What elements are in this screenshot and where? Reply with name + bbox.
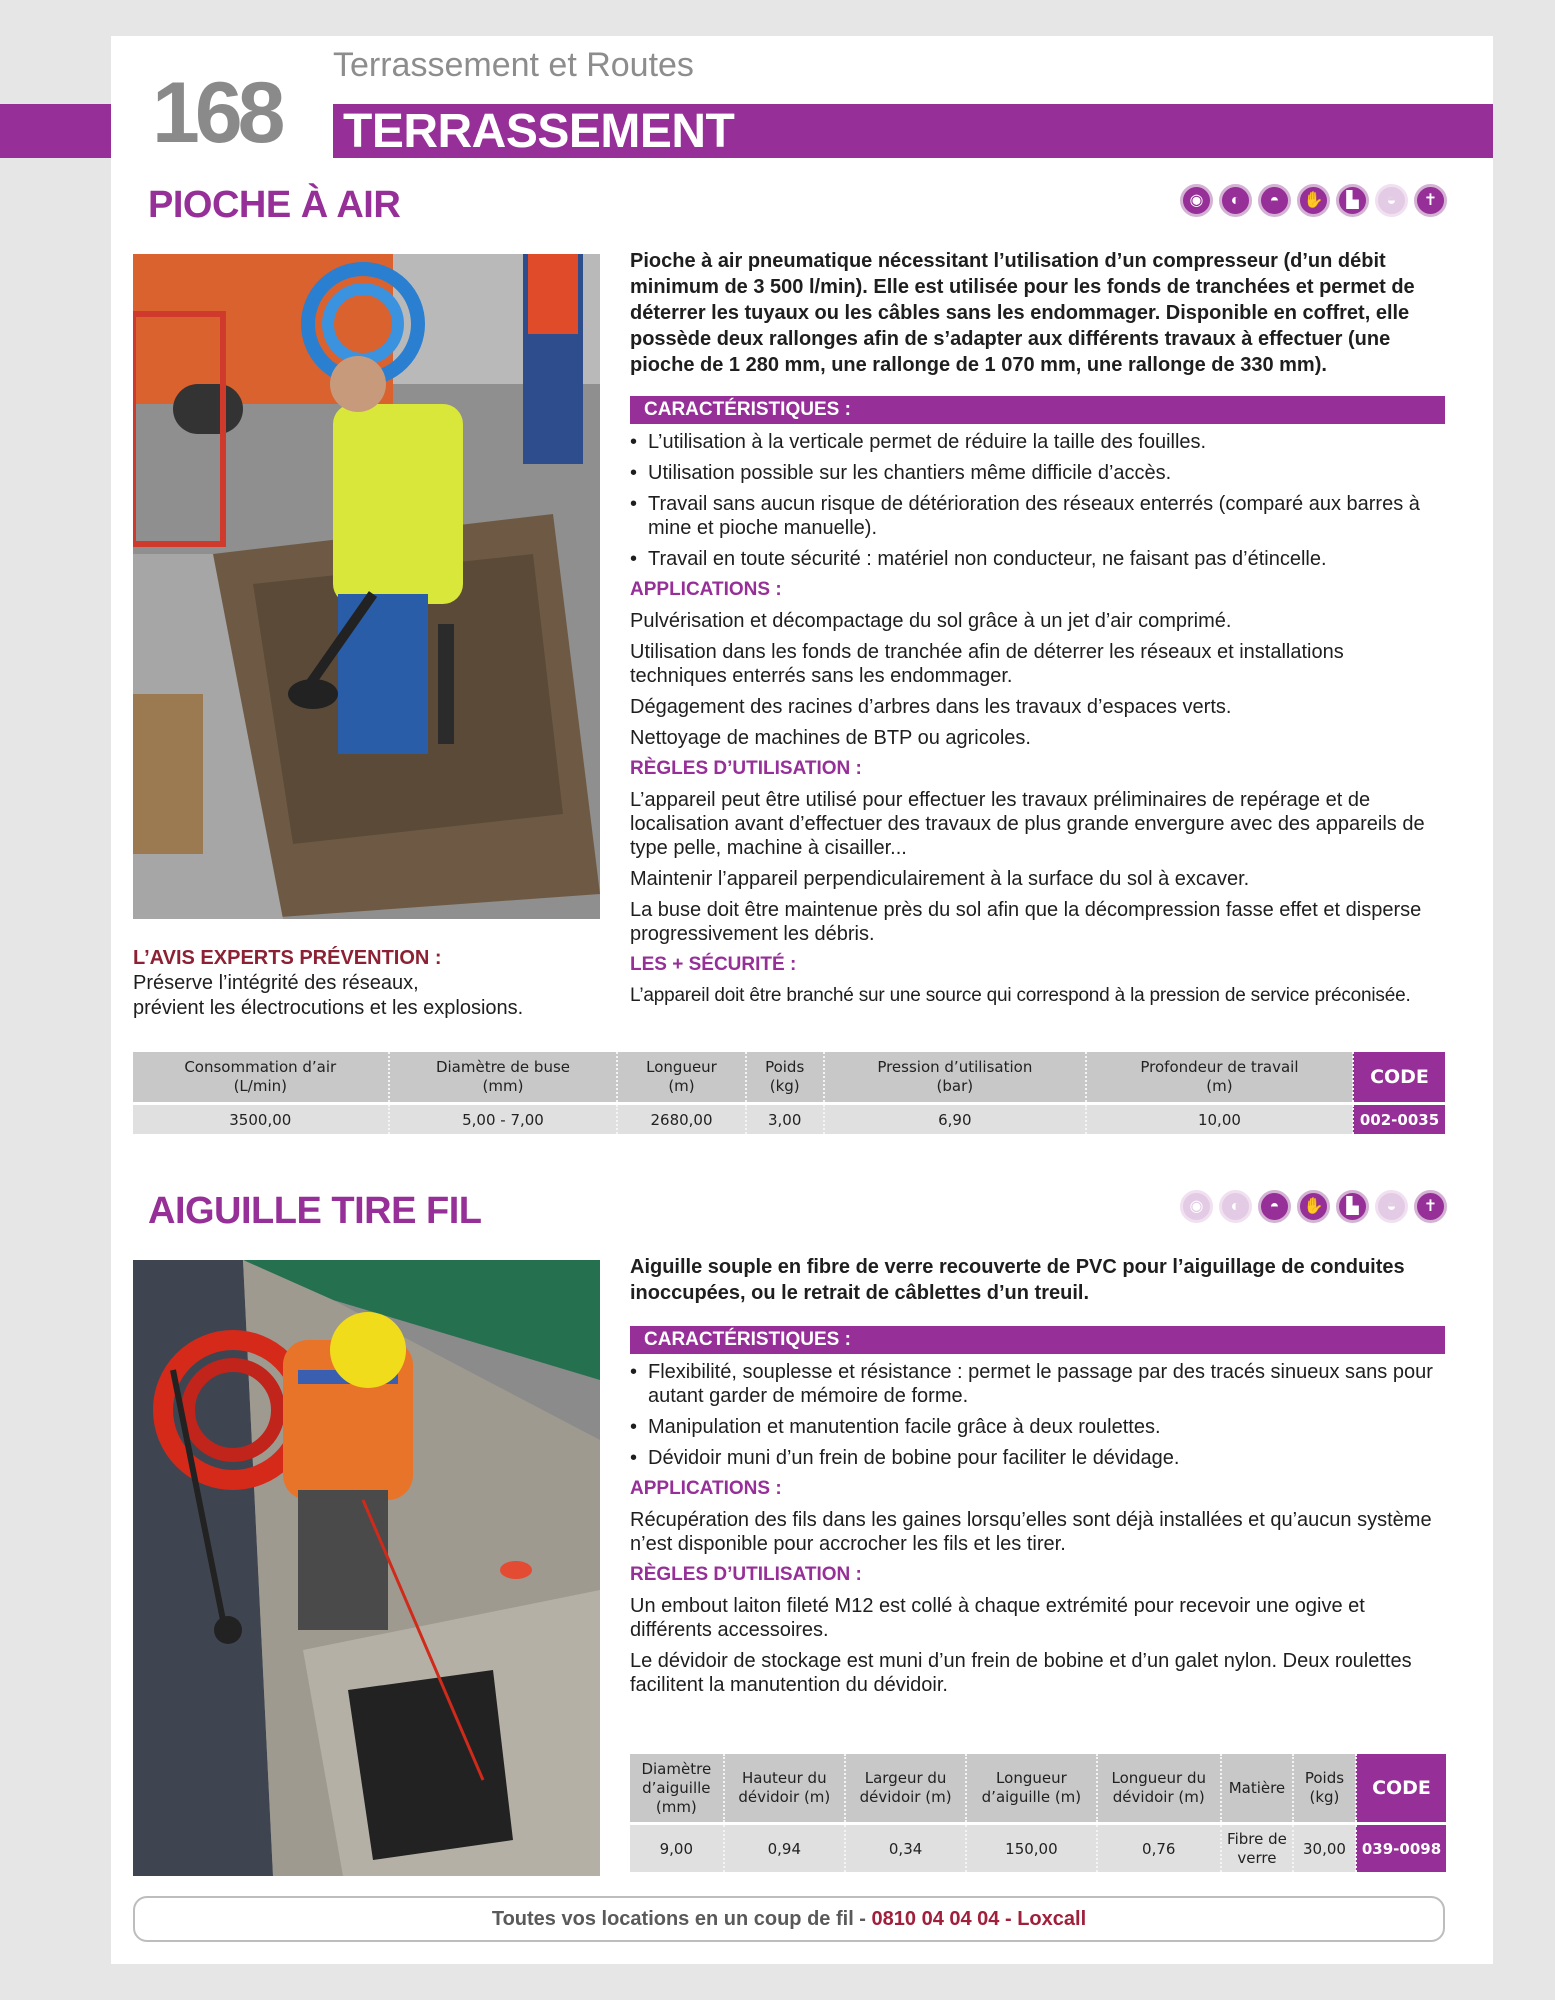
list-item: • Flexibilité, souplesse et résistance : permet le passage par des tracés sinueux sans pour autant garder de mémoire de forme. xyxy=(630,1360,1445,1408)
table-cell: 2680,00 xyxy=(617,1104,745,1134)
footer-phone: 0810 04 04 04 - Loxcall xyxy=(871,1908,1087,1930)
list-item: Utilisation dans les fonds de tranchée afin de déterrer les réseaux et installations techniques enterrés sans les endommager. xyxy=(630,641,1344,687)
ear-protection-icon: ◐ xyxy=(1219,1190,1252,1223)
gloves-icon: ✋ xyxy=(1297,184,1330,217)
mask-icon: ◒ xyxy=(1375,1190,1408,1223)
helmet-icon: ◓ xyxy=(1258,1190,1291,1223)
footer-banner xyxy=(133,1896,1445,1942)
ear-protection-icon: ◐ xyxy=(1219,184,1252,217)
column-header: Profondeur de travail (m) xyxy=(1086,1052,1353,1104)
safety-heading: LES + SÉCURITÉ : xyxy=(630,954,797,975)
code-header: CODE xyxy=(1353,1052,1445,1104)
footer-text: Toutes vos locations en un coup de fil - xyxy=(491,1908,872,1930)
goggles-icon: ◉ xyxy=(1180,1190,1213,1223)
expert-text-line: prévient les électrocutions et les explosions. xyxy=(133,997,524,1019)
column-header: Longueur du dévidoir (m) xyxy=(1097,1754,1221,1824)
ppe-icons-row xyxy=(1180,184,1447,217)
applications-heading: APPLICATIONS : xyxy=(630,579,782,600)
column-header: Poids (kg) xyxy=(1293,1754,1356,1824)
applications-heading: APPLICATIONS : xyxy=(630,1478,782,1499)
product-details xyxy=(630,396,1445,1015)
list-item: Un embout laiton fileté M12 est collé à chaque extrémité pour recevoir une ogive et différents accessoires. xyxy=(630,1595,1365,1641)
table-cell: Fibre de verre xyxy=(1221,1824,1293,1872)
coverall-icon: ✝ xyxy=(1414,184,1447,217)
product-description: Aiguille souple en fibre de verre recouverte de PVC pour l’aiguillage de conduites inoccupées, ou le retrait de câblettes d’un treuil. xyxy=(630,1256,1405,1304)
product-code: 039-0098 xyxy=(1356,1824,1446,1872)
column-header: Poids (kg) xyxy=(746,1052,824,1104)
helmet-icon: ◓ xyxy=(1258,184,1291,217)
table-cell: 6,90 xyxy=(824,1104,1086,1134)
list-item: Nettoyage de machines de BTP ou agricoles. xyxy=(630,727,1031,749)
column-header: Hauteur du dévidoir (m) xyxy=(724,1754,845,1824)
column-header: Matière xyxy=(1221,1754,1293,1824)
list-item: Pulvérisation et décompactage du sol grâce à un jet d’air comprimé. xyxy=(630,610,1232,632)
table-cell: 3500,00 xyxy=(133,1104,389,1134)
list-item: • Manipulation et manutention facile grâce à deux roulettes. xyxy=(630,1415,1445,1439)
table-cell: 150,00 xyxy=(966,1824,1096,1872)
goggles-icon: ◉ xyxy=(1180,184,1213,217)
rules-heading: RÈGLES D’UTILISATION : xyxy=(630,758,862,779)
table-cell: 3,00 xyxy=(746,1104,824,1134)
spec-table-pioche xyxy=(133,1052,1445,1134)
column-header: Consommation d’air (L/min) xyxy=(133,1052,389,1104)
column-header: Largeur du dévidoir (m) xyxy=(845,1754,966,1824)
safety-boots-icon: ▙ xyxy=(1336,184,1369,217)
column-header: Longueur (m) xyxy=(617,1052,745,1104)
product-title-aiguille: AIGUILLE TIRE FIL xyxy=(148,1190,482,1232)
table-cell: 5,00 - 7,00 xyxy=(389,1104,618,1134)
table-cell: 0,76 xyxy=(1097,1824,1221,1872)
list-item: La buse doit être maintenue près du sol afin que la décompression fasse effet et disperse progressivement les débris. xyxy=(630,899,1422,945)
product-photo-aiguille xyxy=(133,1260,600,1876)
product-code: 002-0035 xyxy=(1353,1104,1445,1134)
product-title-pioche: PIOCHE À AIR xyxy=(148,184,401,226)
coverall-icon: ✝ xyxy=(1414,1190,1447,1223)
gloves-icon: ✋ xyxy=(1297,1190,1330,1223)
rules-heading: RÈGLES D’UTILISATION : xyxy=(630,1564,862,1585)
list-item: • Dévidoir muni d’un frein de bobine pour faciliter le dévidage. xyxy=(630,1446,1445,1470)
expert-text-line: Préserve l’intégrité des réseaux, xyxy=(133,972,419,994)
table-cell: 0,34 xyxy=(845,1824,966,1872)
mask-icon: ◒ xyxy=(1375,184,1408,217)
left-color-band xyxy=(0,104,111,158)
safety-boots-icon: ▙ xyxy=(1336,1190,1369,1223)
page-number: 168 xyxy=(152,65,281,161)
column-header: Longueur d’aiguille (m) xyxy=(966,1754,1096,1824)
expert-title: L’AVIS EXPERTS PRÉVENTION : xyxy=(133,947,442,969)
table-cell: 9,00 xyxy=(630,1824,724,1872)
list-item: Maintenir l’appareil perpendiculairement à la surface du sol à excaver. xyxy=(630,868,1250,890)
ppe-icons-row xyxy=(1180,1190,1447,1223)
product-description: Pioche à air pneumatique nécessitant l’utilisation d’un compresseur (d’un débit minimum de 3 500 l/min). Elle est utilisée pour les fonds de tranchées et permet de déterrer les tuyaux ou les câbles sans les endommager. Disponible en coffret, elle possède deux rallonges afin de s’adapter aux différents travaux à effectuer (une pioche de 1 280 mm, une rallonge de 1 070 mm, une rallonge de 330 mm). xyxy=(630,250,1415,376)
column-header: Diamètre de buse (mm) xyxy=(389,1052,618,1104)
list-item: Dégagement des racines d’arbres dans les travaux d’espaces verts. xyxy=(630,696,1232,718)
section-subtitle: Terrassement et Routes xyxy=(333,46,694,84)
table-cell: 10,00 xyxy=(1086,1104,1353,1134)
list-item: • L’utilisation à la verticale permet de réduire la taille des fouilles. xyxy=(630,430,1445,454)
list-item: • Travail sans aucun risque de détérioration des réseaux enterrés (comparé aux barres à mine et pioche manuelle). xyxy=(630,492,1445,540)
safety-text: L’appareil doit être branché sur une source qui correspond à la pression de service préconisée. xyxy=(630,985,1411,1006)
column-header: Pression d’utilisation (bar) xyxy=(824,1052,1086,1104)
product-photo-pioche xyxy=(133,254,600,919)
expert-advice xyxy=(133,946,593,1021)
section-title: TERRASSEMENT xyxy=(333,104,1493,158)
table-cell: 30,00 xyxy=(1293,1824,1356,1872)
spec-table-aiguille xyxy=(630,1754,1446,1872)
column-header: Diamètre d’aiguille (mm) xyxy=(630,1754,724,1824)
list-item: • Travail en toute sécurité : matériel non conducteur, ne faisant pas d’étincelle. xyxy=(630,547,1445,571)
list-item: Le dévidoir de stockage est muni d’un frein de bobine et d’un galet nylon. Deux roulettes facilitent la manutention du dévidoir. xyxy=(630,1650,1412,1696)
characteristics-heading: CARACTÉRISTIQUES : xyxy=(630,396,1445,424)
characteristics-heading: CARACTÉRISTIQUES : xyxy=(630,1326,1445,1354)
list-item: • Utilisation possible sur les chantiers même difficile d’accès. xyxy=(630,461,1445,485)
code-header: CODE xyxy=(1356,1754,1446,1824)
product-details xyxy=(630,1326,1445,1704)
list-item: L’appareil peut être utilisé pour effectuer les travaux préliminaires de repérage et de localisation avant d’effectuer des travaux de plus grande envergure avec des appareils de type pelle, machine à cisailler... xyxy=(630,789,1425,859)
table-cell: 0,94 xyxy=(724,1824,845,1872)
list-item: Récupération des fils dans les gaines lorsqu’elles sont déjà installées et qu’aucun système n’est disponible pour accrocher les fils et les tirer. xyxy=(630,1509,1432,1555)
